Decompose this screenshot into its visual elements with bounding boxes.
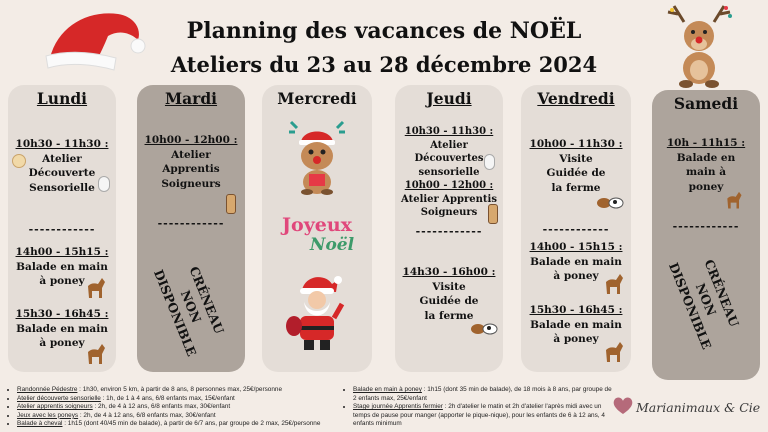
note-label: Balade à cheval <box>17 420 63 428</box>
farm-animals-icon <box>470 322 498 336</box>
note-label: Atelier apprentis soigneurs <box>17 403 93 411</box>
day-title-mardi: Mardi <box>164 89 218 108</box>
rabbit-icon <box>98 176 110 192</box>
slot-activity: Balade en main à poney <box>530 318 622 345</box>
pony-icon <box>84 276 108 302</box>
note-text: : 1h15 (dont 40/45 min de balade), à partir de 6/7 ans, par groupe de 2 max, 25€/personne <box>62 420 321 428</box>
farmer-icon <box>226 194 236 214</box>
note-text: : 1h15 (dont 35 min de balade), de 18 mois à 8 ans, par groupe de 2 enfants max, 25€/enfant <box>353 386 612 402</box>
note-item <box>17 412 338 421</box>
separator: ------------ <box>415 225 483 238</box>
note-item <box>17 420 338 429</box>
slot-time: 10h30 - 11h30 : <box>15 138 109 150</box>
slot-jeudi-3 <box>395 265 503 323</box>
separator: ------------ <box>672 220 740 233</box>
slot-samedi-1 <box>652 136 760 194</box>
note-label: Stage journée Apprentis fermier <box>353 403 443 411</box>
note-label: Jeux avec les poneys <box>17 411 79 419</box>
brand-name: Marianimaux & Cie <box>636 400 761 415</box>
separator: ------------ <box>542 223 610 236</box>
note-label: Atelier découverte sensorielle <box>17 394 101 402</box>
day-title-samedi: Samedi <box>673 94 739 113</box>
column-lundi <box>8 85 116 372</box>
brand-logo-icon <box>612 396 634 416</box>
slot-activity: Balade en main à poney <box>16 260 108 287</box>
separator: ------------ <box>28 223 96 236</box>
slot-time: 10h30 - 11h30 : <box>404 126 494 137</box>
column-samedi <box>652 90 760 380</box>
notes-right <box>344 386 614 429</box>
joyeux-text: Joyeux <box>282 214 352 236</box>
column-vendredi <box>521 85 631 372</box>
chick-icon <box>12 154 26 168</box>
slot-mardi-1 <box>137 133 245 191</box>
closed-slot-label: CRÉNEAU NON DISPONIBLE <box>666 257 743 352</box>
farmer-icon <box>488 204 498 224</box>
slot-activity: Balade en main à poney <box>530 255 622 282</box>
slot-time: 10h - 11h15 : <box>666 137 746 149</box>
note-label: Balade en main à poney <box>353 386 422 393</box>
slot-jeudi-2 <box>395 179 503 220</box>
day-title-mercredi: Mercredi <box>277 89 357 108</box>
day-title-jeudi: Jeudi <box>426 89 472 108</box>
note-text: : 2h d'atelier le matin et 2h d'atelier l'après midi avec un temps de pause pour manger (apporter le pique-nique), pour les enfants de 6 à 12 ans, 4 enfants minimum <box>353 403 605 428</box>
slot-time: 10h00 - 12h00 : <box>404 180 494 191</box>
farm-animals-icon <box>596 196 624 210</box>
slot-activity: Atelier Apprentis Soigneurs <box>401 193 497 218</box>
slot-activity: Atelier Découvertes sensorielle <box>414 139 484 178</box>
note-item <box>353 386 614 403</box>
slot-time: 15h30 - 16h45 : <box>529 304 623 316</box>
notes-left <box>8 386 338 429</box>
note-item <box>17 403 338 412</box>
rabbit-icon <box>484 154 495 170</box>
note-text: : 1h, de 1 à 4 ans, 6/8 enfants max, 15€/enfant <box>100 394 235 402</box>
slot-time: 14h00 - 15h15 : <box>15 246 109 258</box>
note-label: Randonnée Pédestre <box>17 386 78 393</box>
santa-claus-icon <box>286 270 348 352</box>
slot-activity: Atelier Découverte Sensorielle <box>28 152 96 194</box>
column-mardi <box>137 85 245 372</box>
slot-time: 14h30 - 16h00 : <box>402 266 496 278</box>
closed-slot-label: CRÉNEAU NON DISPONIBLE <box>151 264 228 359</box>
day-title-lundi: Lundi <box>36 89 88 108</box>
slot-activity: Balade en main à poney <box>676 151 736 193</box>
separator: ------------ <box>157 217 225 230</box>
note-item <box>353 403 614 429</box>
page-subtitle: Ateliers du 23 au 28 décembre 2024 <box>170 52 598 77</box>
page-title: Planning des vacances de NOËL <box>186 18 582 44</box>
noel-text: Noël <box>309 235 355 255</box>
joyeux-noel-logo <box>272 214 362 254</box>
slot-time: 15h30 - 16h45 : <box>15 308 109 320</box>
pony-icon <box>602 272 626 298</box>
reindeer-icon <box>287 120 347 196</box>
slot-jeudi-1 <box>395 125 503 179</box>
note-item <box>17 386 338 395</box>
slot-activity: Visite Guidée de la ferme <box>546 152 606 194</box>
slot-activity: Visite Guidée de la ferme <box>419 280 479 322</box>
pony-icon <box>724 190 744 212</box>
note-text: : 1h30, environ 5 km, à partir de 8 ans, 8 personnes max, 25€/personne <box>77 386 283 393</box>
note-item <box>17 395 338 404</box>
note-text: : 2h, de 4 à 12 ans, 6/8 enfants max, 30€/enfant <box>78 411 216 419</box>
santa-hat-icon <box>38 6 148 74</box>
slot-activity: Atelier Apprentis Soigneurs <box>161 148 221 190</box>
pony-icon <box>84 342 108 368</box>
slot-activity: Balade en main à poney <box>16 322 108 349</box>
pony-icon <box>602 340 626 366</box>
slot-time: 10h00 - 12h00 : <box>144 134 238 146</box>
note-text: : 2h, de 4 à 12 ans, 6/8 enfants max, 30€/enfant <box>92 403 231 411</box>
day-title-vendredi: Vendredi <box>537 89 615 108</box>
slot-time: 14h00 - 15h15 : <box>529 241 623 253</box>
slot-vendredi-1 <box>521 137 631 195</box>
slot-time: 10h00 - 11h30 : <box>529 138 623 150</box>
reindeer-icon <box>664 2 734 88</box>
